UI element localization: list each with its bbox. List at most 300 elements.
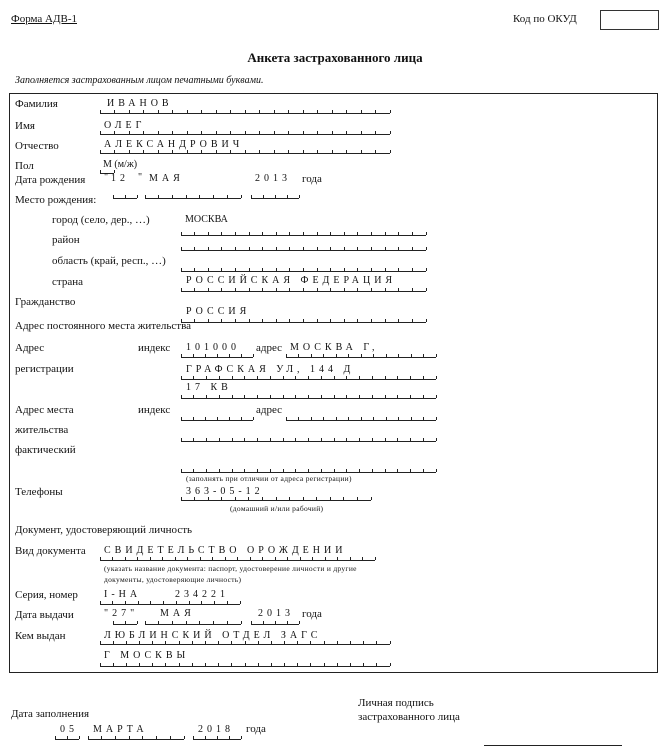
country-label: страна (52, 276, 83, 288)
cell-tick (129, 110, 130, 113)
cell-tick (436, 438, 437, 441)
cell-tick (139, 641, 140, 644)
cell-tick (113, 621, 114, 624)
actual-index-field[interactable] (181, 417, 253, 421)
cell-tick (323, 417, 324, 420)
cell-tick (385, 438, 386, 441)
okud-field[interactable] (600, 10, 659, 30)
surname-label: Фамилия (15, 98, 58, 110)
birth-month-field[interactable] (145, 195, 241, 199)
cell-tick (187, 131, 188, 134)
cell-tick (156, 736, 157, 739)
cell-tick (262, 268, 263, 271)
fill-day[interactable]: 05 (60, 724, 78, 735)
cell-tick (67, 736, 68, 739)
cell-tick (412, 268, 413, 271)
cell-tick (308, 438, 309, 441)
cell-tick (310, 641, 311, 644)
registration-index[interactable]: 101000 (186, 342, 240, 353)
cell-tick (397, 438, 398, 441)
cell-tick (371, 319, 372, 322)
cell-tick (386, 417, 387, 420)
cell-tick (311, 354, 312, 357)
cell-tick (390, 110, 391, 113)
cell-tick (385, 319, 386, 322)
cell-tick (317, 268, 318, 271)
issue-day[interactable]: "27" (104, 608, 139, 619)
cell-tick (181, 417, 182, 420)
form-title: Анкета застрахованного лица (247, 50, 423, 65)
cell-tick (181, 438, 182, 441)
cell-tick (235, 319, 236, 322)
signature-line[interactable] (484, 745, 622, 746)
cell-tick (343, 497, 344, 500)
birth-day-field[interactable] (113, 195, 137, 199)
cell-tick (390, 150, 391, 153)
cell-tick (115, 736, 116, 739)
cell-tick (249, 319, 250, 322)
cell-tick (125, 601, 126, 604)
cell-tick (216, 150, 217, 153)
cell-tick (219, 438, 220, 441)
cell-tick (423, 438, 424, 441)
cell-tick (375, 131, 376, 134)
cell-tick (100, 641, 101, 644)
cell-tick (274, 110, 275, 113)
issuer-value-1[interactable]: ЛЮБЛИНСКИЙ ОТДЕЛ ЗАГС (104, 630, 322, 641)
cell-tick (270, 469, 271, 472)
birth-quote-open: " (104, 172, 109, 183)
cell-tick (138, 601, 139, 604)
cell-tick (289, 288, 290, 291)
cell-tick (205, 641, 206, 644)
city-value[interactable]: МОСКВА (185, 214, 228, 225)
cell-tick (357, 232, 358, 235)
cell-tick (137, 621, 138, 624)
issuer-field-2[interactable] (100, 663, 390, 667)
cell-tick (221, 288, 222, 291)
registration-label-2: регистрации (15, 363, 74, 375)
cell-tick (271, 663, 272, 666)
country-value[interactable]: РОССИЙСКАЯ ФЕДЕРАЦИЯ (186, 275, 397, 286)
cell-tick (227, 621, 228, 624)
cell-tick (232, 469, 233, 472)
cell-tick (295, 438, 296, 441)
cell-tick (201, 131, 202, 134)
cell-tick (423, 417, 424, 420)
okud-label: Код по ОКУД (513, 13, 577, 25)
district-field[interactable] (181, 247, 426, 251)
cell-tick (289, 232, 290, 235)
cell-tick (397, 395, 398, 398)
cell-tick (201, 601, 202, 604)
cell-tick (158, 195, 159, 198)
cell-tick (201, 110, 202, 113)
cell-tick (194, 288, 195, 291)
form-name: Форма АДВ-1 (11, 13, 77, 25)
cell-tick (241, 354, 242, 357)
cell-tick (235, 247, 236, 250)
patronymic-field[interactable] (100, 150, 390, 154)
cell-tick (257, 438, 258, 441)
fill-month[interactable]: МАРТА (93, 724, 148, 735)
registration-section-label: Адрес постоянного места жительства (15, 320, 192, 332)
cell-tick (295, 395, 296, 398)
cell-tick (317, 150, 318, 153)
cell-tick (337, 557, 338, 560)
cell-tick (88, 736, 89, 739)
cell-tick (194, 497, 195, 500)
cell-tick (253, 354, 254, 357)
cell-tick (334, 376, 335, 379)
cell-tick (303, 110, 304, 113)
birth-day[interactable]: 12 (111, 173, 129, 184)
issuer-field-1[interactable] (100, 641, 390, 645)
cell-tick (330, 268, 331, 271)
actual-label-2: жительства (15, 424, 69, 436)
cell-tick (208, 247, 209, 250)
cell-tick (317, 319, 318, 322)
cell-tick (250, 557, 251, 560)
cell-tick (330, 288, 331, 291)
cell-tick (259, 110, 260, 113)
cell-tick (79, 736, 80, 739)
country-field[interactable] (181, 288, 426, 292)
registration-addr-label: адрес (256, 342, 283, 354)
citizenship-label: Гражданство (15, 296, 76, 308)
actual-addr-field-1[interactable] (286, 417, 436, 421)
cell-tick (55, 736, 56, 739)
birth-label: Дата рождения (15, 174, 86, 186)
cell-tick (100, 170, 101, 173)
cell-tick (344, 232, 345, 235)
cell-tick (139, 663, 140, 666)
cell-tick (385, 288, 386, 291)
cell-tick (158, 131, 159, 134)
cell-tick (172, 131, 173, 134)
cell-tick (284, 663, 285, 666)
actual-addr-label: адрес (256, 404, 283, 416)
cell-tick (245, 131, 246, 134)
cell-tick (317, 110, 318, 113)
cell-tick (344, 268, 345, 271)
cell-tick (323, 354, 324, 357)
cell-tick (232, 395, 233, 398)
actual-addr-field-2[interactable] (181, 438, 436, 442)
cell-tick (184, 736, 185, 739)
cell-tick (193, 376, 194, 379)
cell-tick (137, 195, 138, 198)
cell-tick (194, 232, 195, 235)
cell-tick (275, 621, 276, 624)
cell-tick (194, 247, 195, 250)
cell-tick (398, 354, 399, 357)
cell-tick (206, 438, 207, 441)
cell-tick (276, 232, 277, 235)
name-value[interactable]: ОЛЕГ (104, 120, 146, 131)
fill-date-label: Дата заполнения (11, 708, 90, 720)
cell-tick (179, 663, 180, 666)
cell-tick (350, 641, 351, 644)
cell-tick (398, 417, 399, 420)
cell-tick (245, 663, 246, 666)
cell-tick (363, 641, 364, 644)
cell-tick (218, 663, 219, 666)
cell-tick (181, 376, 182, 379)
cell-tick (300, 557, 301, 560)
cell-tick (348, 354, 349, 357)
cell-tick (129, 131, 130, 134)
issue-year-field[interactable] (251, 621, 299, 625)
cell-tick (361, 417, 362, 420)
cell-tick (286, 417, 287, 420)
region-field[interactable] (181, 268, 426, 272)
cell-tick (298, 354, 299, 357)
cell-tick (316, 497, 317, 500)
cell-tick (152, 663, 153, 666)
cell-tick (436, 376, 437, 379)
cell-tick (385, 469, 386, 472)
issuer-value-2[interactable]: Г МОСКВЫ (104, 650, 190, 661)
document-type-label: Вид документа (15, 545, 86, 557)
cell-tick (390, 131, 391, 134)
document-type-value[interactable]: СВИДЕТЕЛЬСТВО ОРОЖДЕНИИ (104, 545, 347, 556)
phones-label: Телефоны (15, 486, 63, 498)
cell-tick (310, 663, 311, 666)
actual-addr-field-3[interactable] (181, 469, 436, 473)
registration-addr-3[interactable]: 17 КВ (186, 382, 232, 393)
cell-tick (257, 395, 258, 398)
cell-tick (165, 663, 166, 666)
cell-tick (162, 557, 163, 560)
issue-year[interactable]: 2013 (258, 608, 294, 619)
signature-label-1: Личная подпись (358, 697, 434, 709)
registration-addr-field-1[interactable] (286, 354, 436, 358)
cell-tick (410, 469, 411, 472)
cell-tick (100, 150, 101, 153)
issuer-label: Кем выдан (15, 630, 66, 642)
cell-tick (163, 601, 164, 604)
cell-tick (213, 621, 214, 624)
registration-index-field[interactable] (181, 354, 253, 358)
sex-label: Пол (15, 160, 34, 172)
citizenship-field[interactable] (181, 319, 426, 323)
cell-tick (113, 663, 114, 666)
cell-tick (257, 469, 258, 472)
document-type-field[interactable] (100, 557, 375, 561)
registration-addr-field-2[interactable] (181, 376, 436, 380)
cell-tick (371, 268, 372, 271)
phones-note: (домашний и/или рабочий) (230, 504, 324, 513)
cell-tick (263, 195, 264, 198)
cell-tick (129, 150, 130, 153)
cell-tick (217, 736, 218, 739)
cell-tick (312, 557, 313, 560)
cell-tick (181, 497, 182, 500)
document-type-note-2: документы, удостоверяющие личность) (104, 575, 242, 584)
registration-addr-field-3[interactable] (181, 395, 436, 399)
cell-tick (411, 354, 412, 357)
document-type-note-1: (указать название документа: паспорт, удостоверение личности и другие (104, 564, 357, 573)
surname-value[interactable]: ИВАНОВ (107, 98, 173, 109)
cell-tick (283, 469, 284, 472)
cell-tick (398, 232, 399, 235)
city-field[interactable] (181, 232, 426, 236)
cell-tick (283, 438, 284, 441)
fill-year-field[interactable] (193, 736, 241, 740)
cell-tick (235, 288, 236, 291)
patronymic-value[interactable]: АЛЕКСАНДРОВИЧ (104, 139, 244, 150)
cell-tick (385, 395, 386, 398)
region-label: область (край, респ., …) (52, 255, 166, 267)
phones-field[interactable] (181, 497, 371, 501)
cell-tick (208, 319, 209, 322)
cell-tick (181, 354, 182, 357)
fill-month-field[interactable] (88, 736, 184, 740)
series-number-field[interactable] (100, 601, 240, 605)
issue-month[interactable]: МАЯ (160, 608, 195, 619)
fill-year[interactable]: 2018 (198, 724, 234, 735)
cell-tick (158, 621, 159, 624)
actual-index-label: индекс (138, 404, 171, 416)
surname-field[interactable] (100, 110, 390, 114)
cell-tick (189, 601, 190, 604)
cell-tick (372, 376, 373, 379)
cell-tick (101, 736, 102, 739)
number-value[interactable]: 234221 (175, 589, 229, 600)
cell-tick (317, 232, 318, 235)
cell-tick (344, 288, 345, 291)
cell-tick (143, 131, 144, 134)
cell-tick (289, 319, 290, 322)
actual-note: (заполнять при отличии от адреса регистрации) (186, 474, 352, 483)
cell-tick (303, 247, 304, 250)
actual-label-3: фактический (15, 444, 76, 456)
cell-tick (125, 195, 126, 198)
cell-tick (270, 376, 271, 379)
cell-tick (436, 417, 437, 420)
cell-tick (410, 438, 411, 441)
cell-tick (321, 469, 322, 472)
patronymic-label: Отчество (15, 140, 59, 152)
cell-tick (221, 319, 222, 322)
cell-tick (142, 736, 143, 739)
cell-tick (262, 247, 263, 250)
cell-tick (346, 110, 347, 113)
fill-day-field[interactable] (55, 736, 79, 740)
cell-tick (231, 663, 232, 666)
cell-tick (346, 438, 347, 441)
cell-tick (361, 110, 362, 113)
cell-tick (129, 736, 130, 739)
cell-tick (241, 417, 242, 420)
cell-tick (303, 319, 304, 322)
cell-tick (244, 469, 245, 472)
cell-tick (330, 497, 331, 500)
cell-tick (375, 557, 376, 560)
issue-day-field[interactable] (113, 621, 137, 625)
series-value[interactable]: I-НА (104, 589, 142, 600)
cell-tick (385, 247, 386, 250)
cell-tick (241, 621, 242, 624)
cell-tick (372, 469, 373, 472)
cell-tick (181, 247, 182, 250)
cell-tick (373, 354, 374, 357)
cell-tick (205, 663, 206, 666)
cell-tick (288, 110, 289, 113)
cell-tick (205, 354, 206, 357)
cell-tick (221, 497, 222, 500)
cell-tick (350, 663, 351, 666)
issue-month-field[interactable] (145, 621, 241, 625)
cell-tick (350, 557, 351, 560)
cell-tick (199, 621, 200, 624)
cell-tick (244, 395, 245, 398)
cell-tick (244, 376, 245, 379)
cell-tick (181, 469, 182, 472)
cell-tick (114, 131, 115, 134)
cell-tick (332, 131, 333, 134)
cell-tick (289, 497, 290, 500)
citizenship-value[interactable]: РОССИЯ (186, 306, 251, 317)
cell-tick (253, 417, 254, 420)
birth-year-field[interactable] (251, 195, 299, 199)
cell-tick (230, 110, 231, 113)
cell-tick (245, 641, 246, 644)
cell-tick (113, 195, 114, 198)
cell-tick (150, 601, 151, 604)
cell-tick (219, 376, 220, 379)
cell-tick (206, 469, 207, 472)
cell-tick (218, 641, 219, 644)
cell-tick (317, 247, 318, 250)
cell-tick (193, 736, 194, 739)
cell-tick (205, 736, 206, 739)
cell-tick (276, 268, 277, 271)
cell-tick (288, 131, 289, 134)
cell-tick (363, 663, 364, 666)
phones-value[interactable]: 363-05-12 (186, 486, 264, 497)
cell-tick (152, 641, 153, 644)
cell-tick (137, 557, 138, 560)
cell-tick (100, 601, 101, 604)
actual-label-1: Адрес места (15, 404, 74, 416)
cell-tick (423, 395, 424, 398)
cell-tick (150, 557, 151, 560)
cell-tick (359, 469, 360, 472)
birth-month[interactable]: МАЯ (149, 173, 184, 184)
cell-tick (361, 131, 362, 134)
cell-tick (412, 288, 413, 291)
cell-tick (298, 417, 299, 420)
city-label: город (село, дер., …) (52, 214, 150, 226)
cell-tick (324, 641, 325, 644)
cell-tick (235, 268, 236, 271)
registration-addr-2[interactable]: ГРАФСКАЯ УЛ, 144 Д (186, 364, 355, 375)
registration-addr-1[interactable]: МОСКВА Г, (290, 342, 379, 353)
cell-tick (231, 641, 232, 644)
cell-tick (423, 469, 424, 472)
birth-year[interactable]: 2013 (255, 173, 291, 184)
cell-tick (375, 110, 376, 113)
cell-tick (208, 497, 209, 500)
sex-value[interactable]: М (м/ж) (103, 159, 138, 170)
cell-tick (249, 288, 250, 291)
cell-tick (308, 376, 309, 379)
name-field[interactable] (100, 131, 390, 135)
cell-tick (232, 376, 233, 379)
cell-tick (357, 288, 358, 291)
